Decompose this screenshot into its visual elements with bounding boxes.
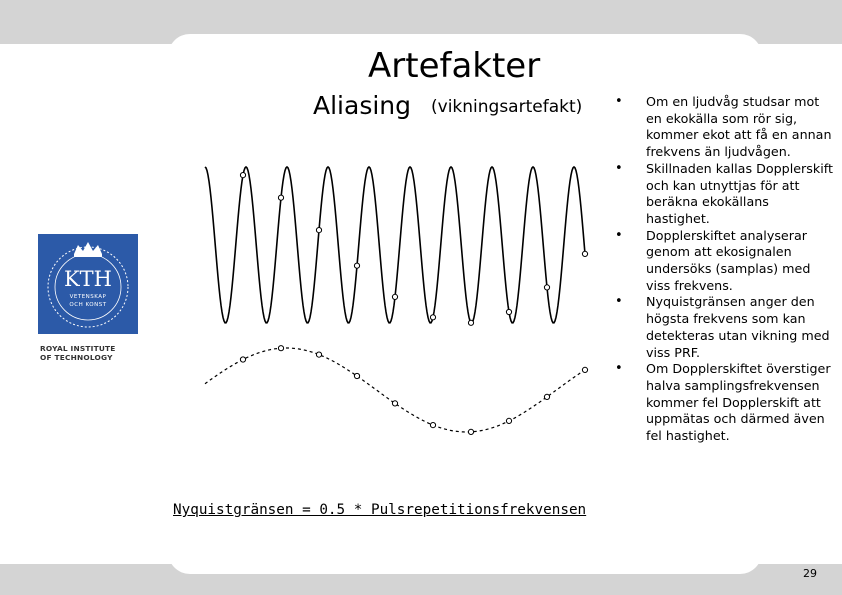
sample-point — [354, 263, 359, 268]
slow-wave-samples — [240, 346, 587, 435]
sample-point — [582, 251, 587, 256]
sample-point — [354, 373, 359, 378]
bullet-item — [612, 294, 834, 361]
sample-point — [430, 315, 435, 320]
sample-point — [544, 394, 549, 399]
kth-logo-line2: OCH KONST — [69, 302, 107, 308]
kth-logo — [38, 234, 138, 362]
kth-logo-line1: VETENSKAP — [69, 294, 107, 300]
bullet-text: Nyquistgränsen anger den högsta frekvens som kan detekteras utan vikning med viss PRF. — [646, 294, 830, 360]
kth-caption-line1: ROYAL INSTITUTE — [40, 344, 116, 353]
bullet-dot-icon: • — [615, 361, 623, 377]
sample-point — [506, 309, 511, 314]
sample-point — [278, 195, 283, 200]
sample-point — [316, 228, 321, 233]
bullet-dot-icon: • — [615, 294, 623, 310]
sample-point — [430, 423, 435, 428]
bullet-item — [612, 94, 834, 161]
subtitle-vikningsartefakt: (vikningsartefakt) — [431, 97, 583, 117]
bullet-item — [612, 361, 834, 445]
bullet-list — [612, 94, 834, 445]
slide-title: Artefakter — [368, 46, 541, 86]
sample-point — [392, 401, 397, 406]
sample-point — [506, 418, 511, 423]
aliasing-figure — [195, 155, 605, 455]
page-number: 29 — [803, 567, 817, 580]
bullet-text: Om Dopplerskiftet överstiger halva samplingsfrekvensen kommer fel Dopplerskift att uppmätas och därmed även fel hastighet. — [646, 361, 831, 444]
kth-caption-line2: OF TECHNOLOGY — [40, 353, 113, 362]
bullet-dot-icon: • — [615, 94, 623, 109]
sample-point — [240, 173, 245, 178]
sample-point — [544, 285, 549, 290]
bullet-item — [612, 228, 834, 295]
aliased-low-frequency-wave — [205, 348, 585, 432]
sample-point — [468, 429, 473, 434]
kth-logo-text: KTH — [63, 267, 112, 291]
sample-point — [468, 320, 473, 325]
bullet-dot-icon: • — [615, 160, 623, 176]
sample-point — [316, 352, 321, 357]
subtitle-aliasing: Aliasing — [313, 91, 411, 120]
bullet-item — [612, 161, 834, 228]
sample-point — [582, 367, 587, 372]
sample-point — [240, 357, 245, 362]
kth-logo-box — [38, 234, 138, 334]
bullet-dot-icon: • — [615, 227, 623, 243]
bullet-text: Dopplerskiftet analyserar genom att ekosignalen undersöks (samplas) med viss frekvens. — [646, 227, 811, 293]
sample-point — [392, 294, 397, 299]
bullet-text: Om en ljudvåg studsar mot en ekokälla som rör sig, kommer ekot att få en annan frekvens än ljudvågen. — [646, 94, 832, 160]
nyquist-formula: Nyquistgränsen = 0.5 * Pulsrepetitionsfrekvensen — [173, 502, 587, 518]
bullet-text: Skillnaden kallas Dopplerskift och kan utnyttjas för att beräkna ekokällans hastighet. — [646, 160, 833, 226]
sample-point — [278, 346, 283, 351]
